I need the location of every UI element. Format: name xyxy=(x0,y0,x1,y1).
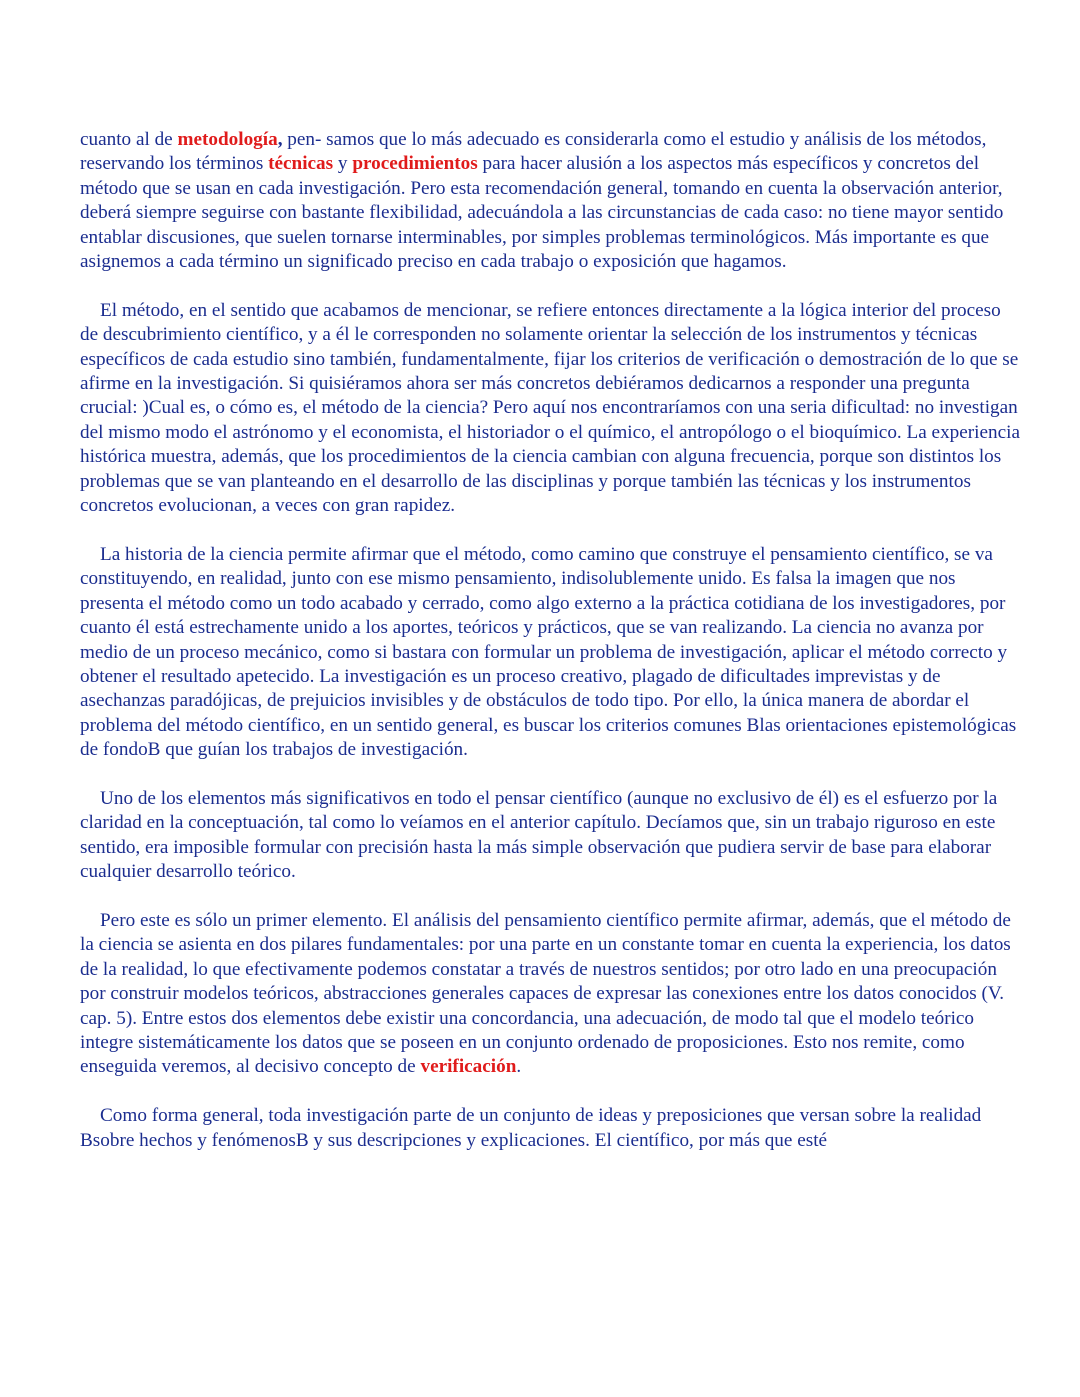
paragraph-3 xyxy=(80,543,1020,763)
text-segment: Pero este es sólo un primer elemento. El análisis del pensamiento científico permite afirmar, además, que el método de la ciencia se asienta en dos pilares fundamentales: por una parte en un constante tomar en cuenta la experiencia, los datos de la realidad, lo que efectivamente podemos constatar a través de nuestros sentidos; por otro lado en una preocupación por construir modelos teóricos, abstracciones generales capaces de expresar las conexiones entre los datos conocidos (V. cap. 5). Entre estos dos elementos debe existir una concordancia, una adecuación, de modo tal que el modelo teórico integre sistemáticamente los datos que se poseen en un conjunto ordenado de proposiciones. Esto nos remite, como enseguida veremos, al decisivo concepto de xyxy=(80,909,1011,1078)
text-segment: El método, en el sentido que acabamos de mencionar, se refiere entonces directamente a la lógica interior del proceso de descubrimiento científico, y a él le corresponden no solamente orientar la selección de los instrumentos y técnicas específicos de cada estudio sino también, fundamentalmente, fijar los criterios de verificación o demostración de lo que se afirme en la investigación. Si quisiéramos ahora ser más concretos debiéramos dedicarnos a responder una pregunta crucial: )Cual es, o cómo es, el método de la ciencia? Pero aquí nos encontraríamos con una seria dificultad: no investigan del mismo modo el astrónomo y el economista, el historiador o el químico, el antropólogo o el bioquímico. La experiencia histórica muestra, además, que los procedimientos de la ciencia cambian con alguna frecuencia, porque son distintos los problemas que se van planteando en el desarrollo de las disciplinas y porque también las técnicas y los instrumentos concretos evolucionan, a veces con gran rapidez. xyxy=(80,299,1020,517)
keyword-metodologia: metodología xyxy=(177,129,278,150)
text-segment: Como forma general, toda investigación parte de un conjunto de ideas y preposiciones que versan sobre la realidad Bsobre hechos y fenómenosB y sus descripciones y explicaciones. El científico, por más que esté xyxy=(80,1105,982,1151)
paragraph-1 xyxy=(80,128,1020,274)
keyword-procedimientos: procedimientos xyxy=(352,153,478,175)
text-segment: cuanto al de xyxy=(80,129,178,150)
document-body xyxy=(80,128,1020,1177)
text-segment: , xyxy=(277,129,283,150)
text-segment: Uno de los elementos más significativos en todo el pensar científico (aunque no exclusivo de él) es el esfuerzo por la claridad en la conceptuación, tal como lo veíamos en el anterior capítulo. Decíamos que, sin un trabajo riguroso en este sentido, era imposible formular con precisión hasta la más simple observación que pudiera servir de base para elaborar cualquier desarrollo teórico. xyxy=(80,787,998,883)
text-segment: La historia de la ciencia permite afirmar que el método, como camino que construye el pensamiento científico, se va constituyendo, en realidad, junto con ese mismo pensamiento, indisolublemente unido. Es falsa la imagen que nos presenta el método como un todo acabado y cerrado, como algo externo a la práctica cotidiana de los investigadores, por cuanto él está estrechamente unido a los aportes, teóricos y prácticos, que se van realizando. La ciencia no avanza por medio de un proceso mecánico, como si bastara con formular un problema de investigación, aplicar el método correcto y obtener el resultado apetecido. La investigación es un proceso creativo, plagado de dificultades imprevistas y de asechanzas paradójicas, de prejuicios invisibles y de obstáculos de todo tipo. Por ello, la única manera de abordar el problema del método científico, en un sentido general, es buscar los criterios comunes Blas orientaciones epistemológicas de fondoB que guían los trabajos de investigación. xyxy=(80,543,1017,761)
paragraph-5 xyxy=(80,909,1020,1080)
paragraph-6 xyxy=(80,1104,1020,1153)
keyword-verificacion: verificación xyxy=(420,1056,517,1078)
paragraph-2 xyxy=(80,299,1020,519)
text-segment: para hacer alusión a los aspectos más específicos y concretos del método que se usan en cada investigación. Pero esta recomendación general, tomando en cuenta la observación anterior, deberá siempre seguirse con bastante flexibilidad, adecuándola a las circunstancias de cada caso: no tiene mayor sentido entablar discusiones, que suelen tornarse interminables, por simples problemas terminológicos. Más importante es que asignemos a cada término un significado preciso en cada trabajo o exposición que hagamos. xyxy=(80,153,1004,273)
keyword-tecnicas: técnicas xyxy=(268,153,334,175)
text-segment: pen- samos que lo más adecuado es considerarla como el estudio y análisis de los métodos, reservando los términos xyxy=(80,129,987,175)
text-segment: . xyxy=(516,1056,522,1078)
paragraph-4 xyxy=(80,787,1020,885)
text-segment: y xyxy=(333,153,353,175)
